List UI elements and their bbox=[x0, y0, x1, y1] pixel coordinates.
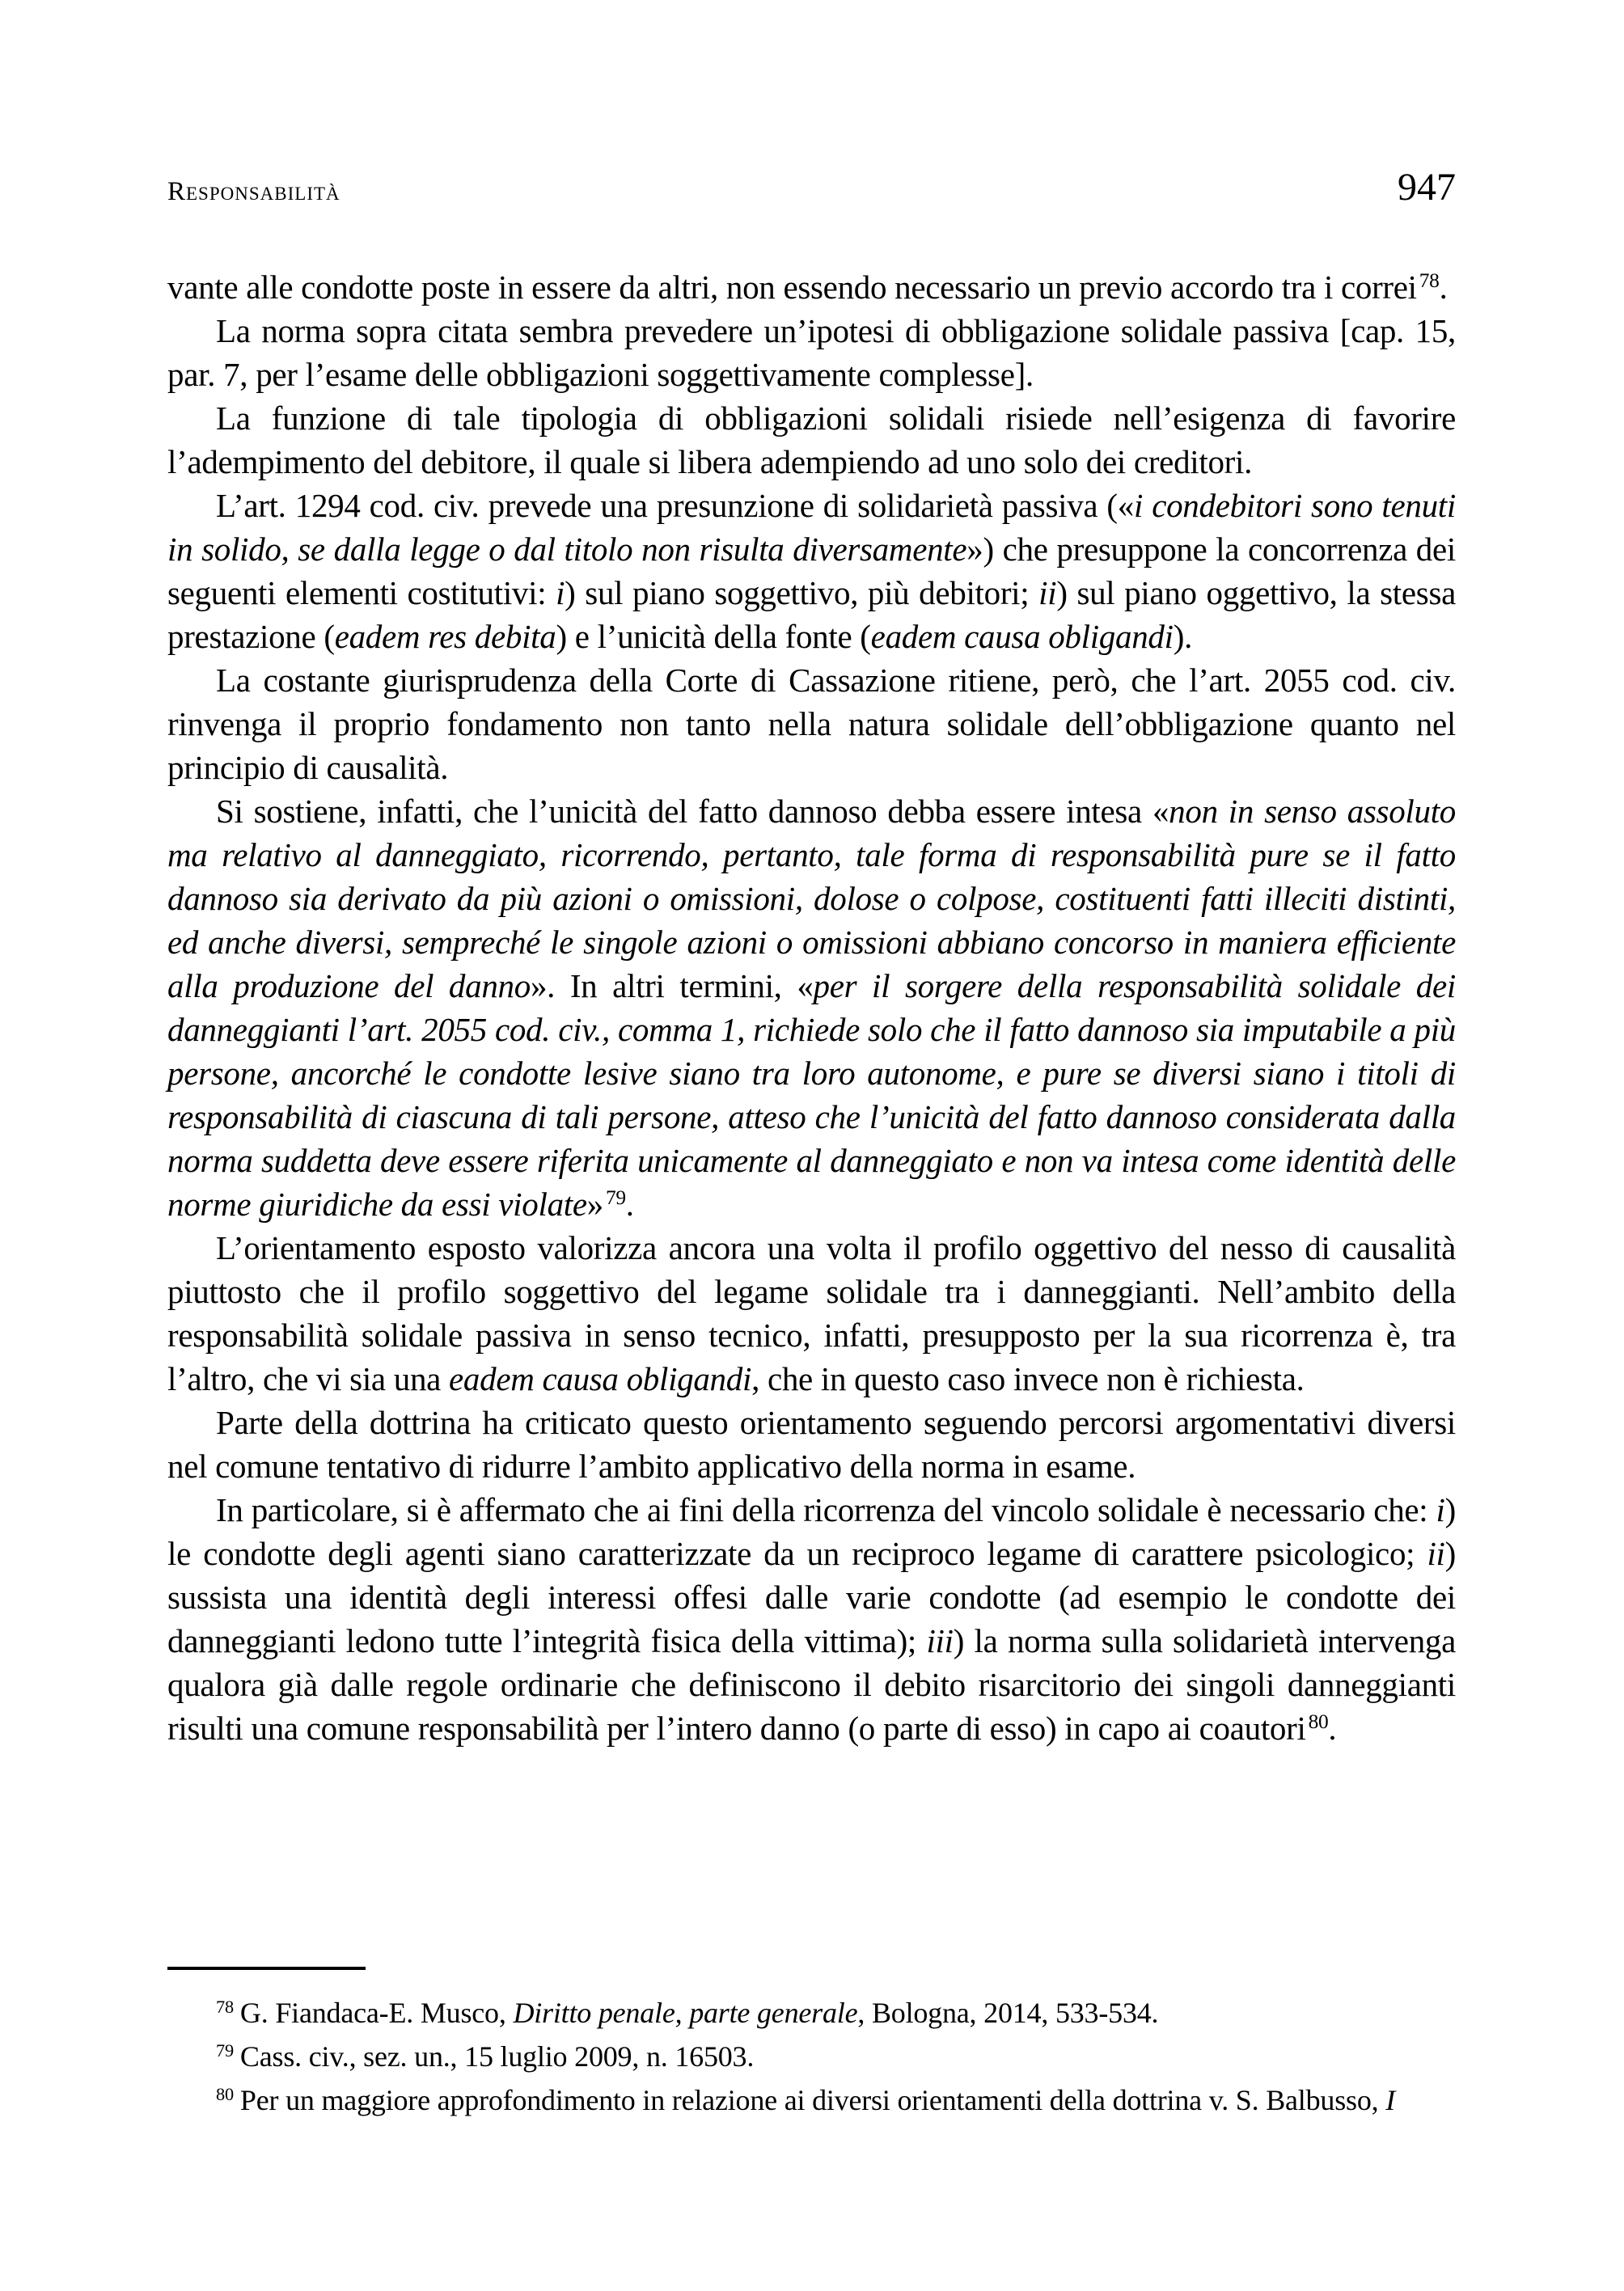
footnote-ref: 79 bbox=[605, 1186, 626, 1209]
footnotes-section bbox=[167, 1939, 1456, 2122]
text-run: La funzione di tale tipologia di obbligazioni solidali risiede nell’esigenza di favorire l’adempimento del debitore, il quale si libera adempiendo ad uno solo dei creditori. bbox=[167, 399, 1456, 480]
italic-run: per il sorgere della responsabilità solidale dei danneggianti l’art. 2055 cod. civ., comma 1, richiede solo che il fatto dannoso sia imputabile a più persone, ancorché le condotte lesive siano tra loro autonome, e pure se diversi siano i titoli di responsabilità di ciascuna di tali persone, atteso che l’unicità del fatto dannoso considerata dalla norma suddetta deve essere riferita unicamente al danneggiato e non va intesa come identità delle norme giuridiche da essi violate bbox=[167, 967, 1456, 1223]
footnote-ref: 80 bbox=[216, 2084, 234, 2104]
text-run: ) e l’unicità della fonte ( bbox=[556, 618, 871, 655]
footnote bbox=[167, 1991, 1456, 2035]
italic-run: ii bbox=[1038, 574, 1057, 611]
page-number: 947 bbox=[1398, 166, 1456, 209]
paragraph bbox=[167, 265, 1456, 309]
text-run: ) le condotte degli agenti siano caratterizzate da un reciproco legame di carattere psicologico; bbox=[167, 1491, 1456, 1572]
footnote bbox=[167, 2078, 1456, 2122]
text-run: ). bbox=[1173, 618, 1193, 655]
text-run: L’orientamento esposto valorizza ancora una volta il profilo oggettivo del nesso di causalità piuttosto che il profilo soggettivo del legame solidale tra i danneggianti. Nell’ambito della responsabilità solidale passiva in senso tecnico, infatti, presupposto per la sua ricorrenza è, tra l’altro, che vi sia una bbox=[167, 1229, 1456, 1397]
text-run: La norma sopra citata sembra prevedere un’ipotesi di obbligazione solidale passiva [cap. 15, par. 7, per l’esame delle obbligazioni soggettivamente complesse]. bbox=[167, 312, 1456, 393]
text-run: ) la norma sulla solidarietà intervenga qualora già dalle regole ordinarie che definiscono il debito risarcitorio dei singoli danneggianti risulti una comune responsabilità per l’intero danno (o parte di esso) in capo ai coautori bbox=[167, 1622, 1456, 1747]
text-run: ) sul piano soggettivo, più debitori; bbox=[565, 574, 1039, 611]
text-run: . bbox=[1328, 1710, 1337, 1747]
paragraph bbox=[167, 1488, 1456, 1750]
text-run: Si sostiene, infatti, che l’unicità del fatto dannoso debba essere intesa « bbox=[216, 793, 1169, 830]
italic-run: i bbox=[556, 574, 565, 611]
paragraph bbox=[167, 658, 1456, 789]
text-run: In particolare, si è affermato che ai fini della ricorrenza del vincolo solidale è necessario che: bbox=[216, 1491, 1436, 1528]
italic-run: iii bbox=[926, 1622, 954, 1659]
text-run: . bbox=[625, 1186, 634, 1223]
text-run: La costante giurisprudenza della Corte di Cassazione ritiene, però, che l’art. 2055 cod. civ. rinvenga il proprio fondamento non tanto nella natura solidale dell’obbligazione quanto nel principio di causalità. bbox=[167, 662, 1456, 786]
text-run: . bbox=[1439, 268, 1448, 306]
footnote-ref: 79 bbox=[216, 2040, 234, 2061]
italic-run: non in senso assoluto ma relativo al danneggiato, ricorrendo, pertanto, tale forma di responsabilità pure se il fatto dannoso sia derivato da più azioni o omissioni, dolose o colpose, costituenti fatti illeciti distinti, ed anche diversi, sempreché le singole azioni o omissioni abbiano concorso in maniera efficiente alla produzione del danno bbox=[167, 793, 1456, 1004]
page-header bbox=[167, 165, 1456, 209]
italic-run: ii bbox=[1427, 1535, 1445, 1572]
paragraph bbox=[167, 789, 1456, 1226]
text-run: ) sul piano oggettivo, la stessa prestazione ( bbox=[167, 574, 1456, 655]
italic-run: I bbox=[1385, 2084, 1396, 2116]
text-run: Per un maggiore approfondimento in relazione ai diversi orientamenti della dottrina v. S. Balbusso, bbox=[239, 2084, 1386, 2116]
paragraph bbox=[167, 1401, 1456, 1488]
paragraph bbox=[167, 309, 1456, 396]
footnote-list bbox=[167, 1991, 1456, 2122]
paragraph bbox=[167, 1226, 1456, 1401]
text-run: ) sussista una identità degli interessi offesi dalle varie condotte (ad esempio le condotte dei danneggianti ledono tutte l’integrità fisica della vittima); bbox=[167, 1535, 1456, 1659]
text-run: Parte della dottrina ha criticato questo orientamento seguendo percorsi argomentativi diversi nel comune tentativo di ridurre l’ambito applicativo della norma in esame. bbox=[167, 1404, 1456, 1485]
footnote-ref: 78 bbox=[216, 1997, 234, 2017]
text-run: G. Fiandaca-E. Musco, bbox=[239, 1997, 514, 2029]
footnote-ref: 78 bbox=[1419, 269, 1440, 292]
paragraph bbox=[167, 484, 1456, 658]
footnote bbox=[167, 2035, 1456, 2078]
text-run: ») che presuppone la concorrenza dei seguenti elementi costitutivi: bbox=[167, 530, 1456, 611]
italic-run: i condebitori sono tenuti in solido, se dalla legge o dal titolo non risulta diversamente bbox=[167, 487, 1456, 568]
text-run: vante alle condotte poste in essere da altri, non essendo necessario un previo accordo tra i correi bbox=[167, 268, 1417, 306]
italic-run: eadem causa obligandi bbox=[449, 1360, 752, 1397]
text-run: Cass. civ., sez. un., 15 luglio 2009, n. 16503. bbox=[239, 2040, 755, 2073]
footnote-ref: 80 bbox=[1308, 1710, 1329, 1733]
italic-run: eadem res debita bbox=[334, 618, 556, 655]
running-title: Responsabilità bbox=[167, 177, 340, 206]
text-run: ». In altri termini, « bbox=[530, 967, 814, 1004]
italic-run: i bbox=[1436, 1491, 1445, 1528]
text-run: L’art. 1294 cod. civ. prevede una presunzione di solidarietà passiva (« bbox=[216, 487, 1134, 524]
paragraph bbox=[167, 396, 1456, 484]
text-run: » bbox=[586, 1186, 603, 1223]
text-run: , Bologna, 2014, 533-534. bbox=[857, 1997, 1159, 2029]
text-run: , che in questo caso invece non è richiesta. bbox=[751, 1360, 1305, 1397]
body-paragraphs bbox=[167, 265, 1456, 1750]
footnote-separator bbox=[167, 1967, 366, 1970]
italic-run: Diritto penale, parte generale bbox=[513, 1997, 858, 2029]
italic-run: eadem causa obligandi bbox=[870, 618, 1174, 655]
